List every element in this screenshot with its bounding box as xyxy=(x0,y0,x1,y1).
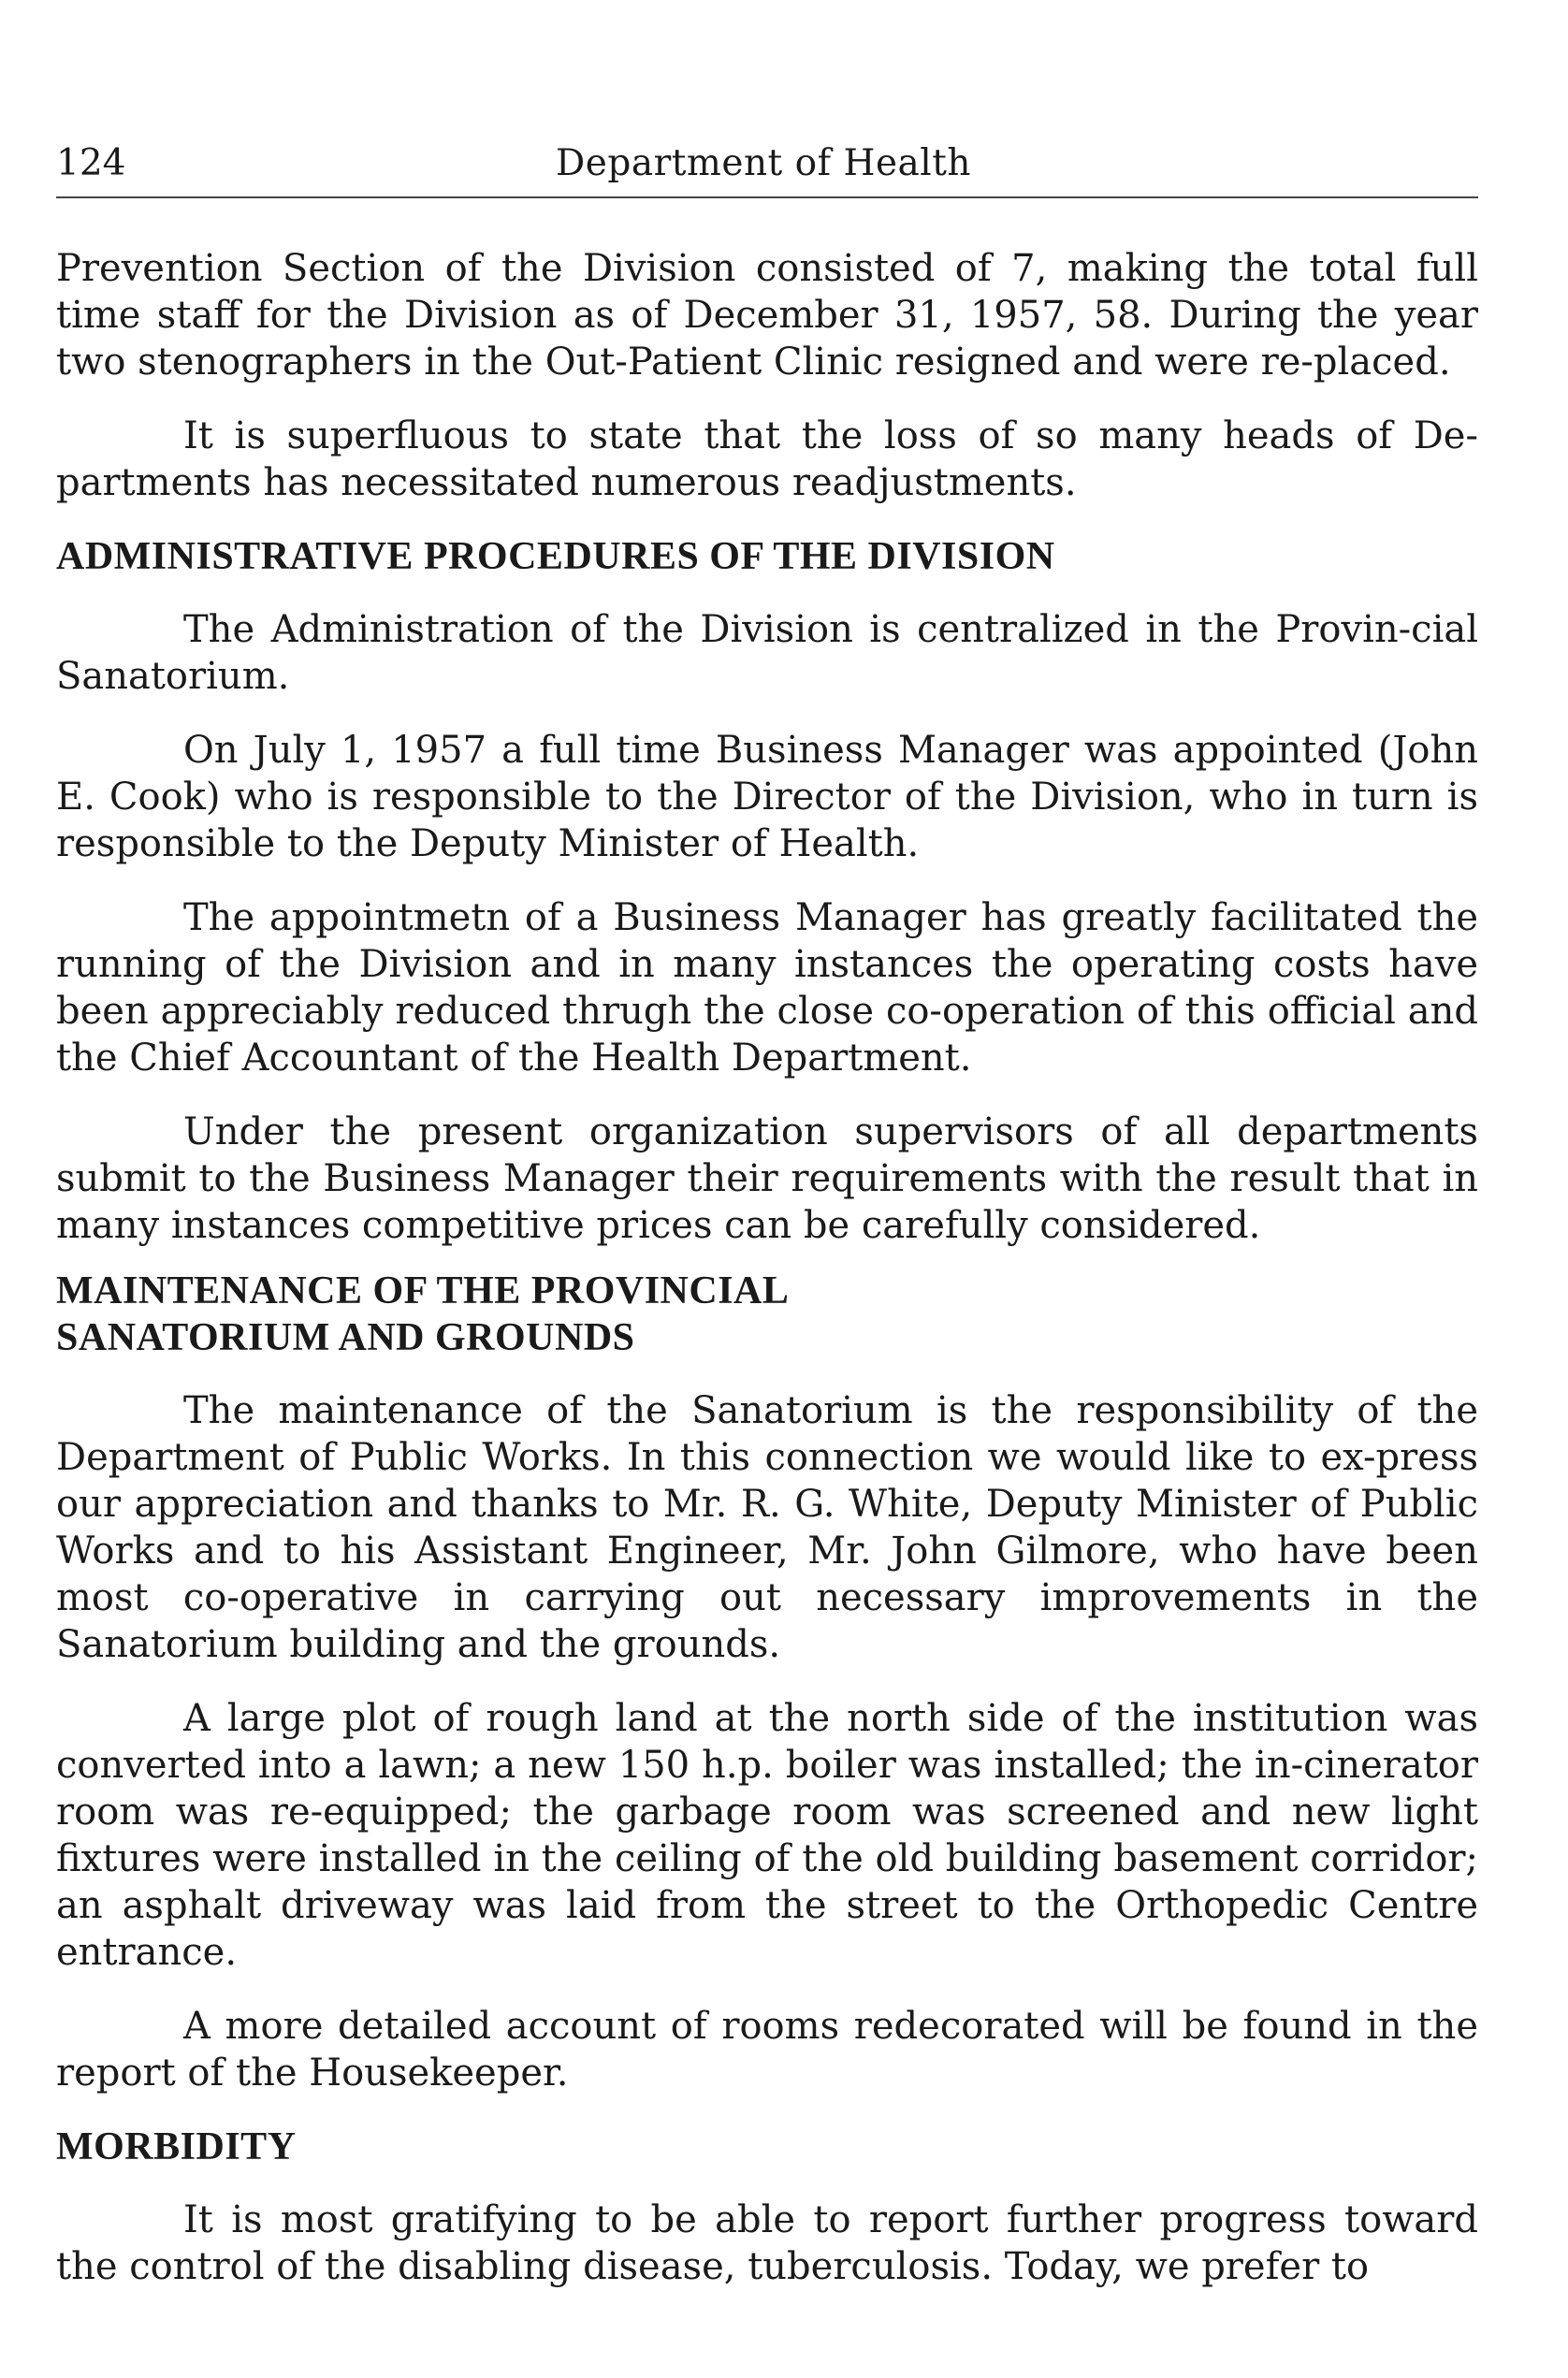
paragraph: A more detailed account of rooms redecorated will be found in the report of the Housekeeper. xyxy=(56,2005,1478,2095)
paragraph: Prevention Section of the Division consisted of 7, making the total full time staff for the Division as of December 31, 1957, 58. During the year two stenographers in the Out-Patient Clinic resigned and were re-placed. xyxy=(56,247,1478,384)
paragraph: A large plot of rough land at the north side of the institution was converted into a lawn; a new 150 h.p. boiler was installed; the in-cinerator room was re-equipped; the garbage room was screened and new light fixtures were installed in the ceiling of the old building basement corridor; an asphalt driveway was laid from the street to the Orthopedic Centre entrance. xyxy=(56,1697,1478,1974)
paragraph: The Administration of the Division is centralized in the Provin-cial Sanatorium. xyxy=(56,608,1478,698)
document-page xyxy=(56,0,1478,2378)
paragraph: The maintenance of the Sanatorium is the responsibility of the Department of Public Works. In this connection we would like to ex-press our appreciation and thanks to Mr. R. G. White, Deputy Minister of Public Works and to his Assistant Engineer, Mr. John Gilmore, who have been most co-operative in carrying out necessary improvements in the Sanatorium building and the grounds. xyxy=(56,1389,1478,1666)
section-heading-morbidity: MORBIDITY xyxy=(56,2125,297,2168)
section-heading-administrative: ADMINISTRATIVE PROCEDURES OF THE DIVISION xyxy=(56,535,1055,578)
paragraph: The appointmetn of a Business Manager has greatly facilitated the running of the Division and in many instances the operating costs have been appreciably reduced thrugh the close co-operation of this official and the Chief Accountant of the Health Department. xyxy=(56,896,1478,1080)
section-heading-maintenance xyxy=(56,1268,1478,1361)
section-heading-line: MAINTENANCE OF THE PROVINCIAL xyxy=(56,1269,790,1312)
page-number: 124 xyxy=(56,142,126,184)
paragraph: It is most gratifying to be able to report further progress toward the control of the disabling disease, tuberculosis. Today, we prefer to xyxy=(56,2198,1478,2288)
running-title: Department of Health xyxy=(556,142,972,184)
running-header xyxy=(56,140,1478,198)
paragraph: On July 1, 1957 a full time Business Manager was appointed (John E. Cook) who is responsible to the Director of the Division, who in turn is responsible to the Deputy Minister of Health. xyxy=(56,729,1478,865)
section-heading-line: SANATORIUM AND GROUNDS xyxy=(56,1316,635,1359)
body-text xyxy=(56,245,1478,2317)
paragraph: It is superfluous to state that the loss of so many heads of De-partments has necessitated numerous readjustments. xyxy=(56,414,1478,504)
paragraph: Under the present organization supervisors of all departments submit to the Business Manager their requirements with the result that in many instances competitive prices can be carefully considered. xyxy=(56,1110,1478,1247)
